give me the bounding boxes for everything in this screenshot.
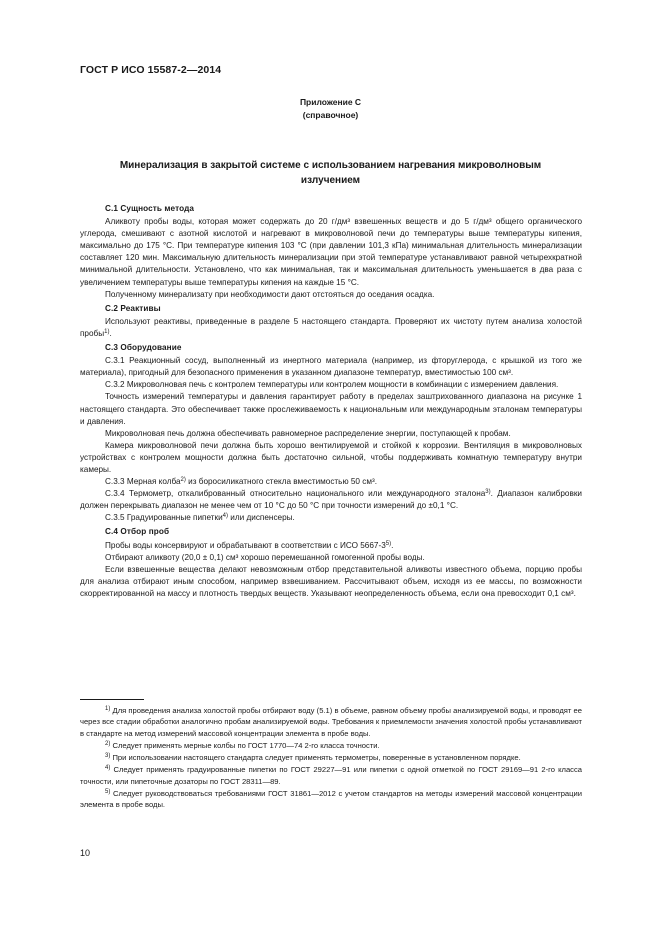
paragraph-c3-2: С.3.2 Микроволновая печь с контролем температуры или контролем мощности в комбинации с измерением давления. <box>105 380 559 390</box>
paragraph-c3-4: Микроволновая печь должна обеспечивать равномерное распределение энергии, поступающей к пробам. <box>105 428 511 438</box>
paragraph-c3-1: С.3.1 Реакционный сосуд, выполненный из инертного материала (например, из фторуглерода, с крышкой из того же материала), пригодный для безопасного применения в указанном диапазоне температур, вместимостью 100 см³. <box>80 356 582 378</box>
text-run: или диспенсеры. <box>228 513 295 523</box>
annex-status: (справочное) <box>302 110 359 120</box>
footnote-ref: 5) <box>385 540 392 547</box>
paragraph-c2-1 <box>80 316 582 340</box>
footnotes <box>80 705 582 812</box>
footnote-text: Следует применять градуированные пипетки по ГОСТ 29227—91 или пипетки с одной отметкой по ГОСТ 29169—91 2-го класса точности, или пипеточные дозаторы по ГОСТ 28311—89. <box>80 765 582 786</box>
text-run: из боросиликатного стекла вместимостью 50 см³. <box>185 477 377 487</box>
footnote-text: При использовании настоящего стандарта следует применять термометры, поверенные в установленном порядке. <box>112 753 521 763</box>
section-heading-c1: С.1 Сущность метода <box>105 204 195 213</box>
paragraph-c3-5: Камера микроволновой печи должна быть хорошо вентилируемой и стойкой к коррозии. Вентиляция в микроволновых устройствах с контролем мощности должна быть достаточно сильной, чтобы поддерживать комнатную температуру внутри камеры. <box>80 440 582 474</box>
text-run: С.3.3 Мерная колба <box>105 477 181 487</box>
text-run: . <box>109 328 112 338</box>
text-run: С.3.5 Градуированные пипетки <box>105 513 223 523</box>
footnote-ref: 2) <box>180 477 186 484</box>
section-heading-c2: С.2 Реактивы <box>105 303 161 313</box>
paragraph-c3-7 <box>80 488 582 512</box>
footnote <box>80 705 582 739</box>
footnote-text: Для проведения анализа холостой пробы отбирают воду (5.1) в объеме, равном объему пробы анализируемой воды, и проводят ее через все стадии обработки аналогично пробам анализируемой воды. Требования к приемлемости значения холостой пробы устанавливают в стандарте на метод измерений массовой концентрации элемента в пробе воды. <box>80 706 582 738</box>
text-run: С.3.4 Термометр, откалиброванный относительно национального или международного эталона <box>105 489 486 499</box>
text-run: Используют реактивы, приведенные в разделе 5 настоящего стандарта. Проверяют их чистоту путем анализа холостой пробы <box>80 316 582 338</box>
footnote-mark: 2) <box>105 740 111 747</box>
footnote <box>80 764 582 787</box>
paragraph-c4-3: Если взвешенные вещества делают невозможным отбор представительной аликвоты известного объема, порцию пробы для анализа отбирают иным способом, например взвешиванием. Рассчитывают объем, исходя из ее массы, по возможности скорректированной на массу и плотность твердых веществ. Указывают неопределенность объема, если она превосходит 0,1 см³. <box>80 564 582 598</box>
footnote-text: Следует руководствоваться требованиями ГОСТ 31861—2012 с учетом стандартов на методы измерений массовой концентрации элемента в пробе воды. <box>80 789 582 810</box>
footnote-text: Следует применять мерные колбы по ГОСТ 1770—74 2-го класса точности. <box>112 740 380 750</box>
paragraph-c4-2: Отбирают аликвоту (20,0 ± 0,1) см³ хорошо перемешанной гомогенной пробы воды. <box>105 552 425 562</box>
paragraph-c1-1: Аликвоту пробы воды, которая может содержать до 20 г/дм³ взвешенных веществ и до 5 г/дм³ общего органического углерода, смешивают с азотной кислотой и нагревают в микроволновой печи до температуры выше температуры кипения, максимально до 175 °С. При температуре кипения 103 °С (при давлении 101,3 кПа) минимальная длительность минерализации составляет 120 мин. Максимальную длительность минерализации при этой температуре устанавливают равной четырехкратной минимальной длительности. Установлено, что как минимальная, так и максимальная длительность уменьшается в два раза с увеличением температуры выше температуры кипения на каждые 15 °С. <box>80 217 582 287</box>
section-heading-c4: С.4 Отбор проб <box>105 527 170 537</box>
footnote-separator <box>80 699 144 700</box>
footnote <box>80 740 582 751</box>
paragraph-c3-6 <box>80 476 582 488</box>
section-heading-c3: С.3 Оборудование <box>105 343 182 353</box>
text-run: Пробы воды консервируют и обрабатывают в соответствии с ИСО 5667-3 <box>105 540 386 550</box>
text-run: . Диапазон калибровки должен перекрывать диапазон не менее чем от 10 °С до 50 °С при точности измерений до ±0,1 °С. <box>80 489 582 511</box>
footnote-mark: 1) <box>105 706 111 712</box>
paragraph-c3-8 <box>80 512 582 524</box>
text-run: . <box>391 540 394 550</box>
annex-body <box>80 201 582 600</box>
footnote-ref: 3) <box>485 489 491 496</box>
annex-title: Минерализация в закрытой системе с использованием нагревания микроволновым излучением <box>119 160 542 186</box>
footnote-ref: 1) <box>104 328 110 335</box>
annex-heading <box>80 96 581 122</box>
footnote-mark: 4) <box>105 765 111 772</box>
standard-header: ГОСТ Р ИСО 15587-2—2014 <box>80 64 222 76</box>
paragraph-c4-1 <box>80 540 582 552</box>
footnote-mark: 5) <box>105 789 111 796</box>
footnote <box>80 752 582 763</box>
footnote-mark: 3) <box>105 753 111 760</box>
footnote <box>80 788 582 811</box>
footnote-ref: 4) <box>222 513 229 520</box>
page-number: 10 <box>80 848 91 858</box>
paragraph-c3-3: Точность измерений температуры и давления гарантирует работу в пределах заштрихованного диапазона на рисунке 1 настоящего стандарта. Это обеспечивает также прослеживаемость к национальным или международным эталонам температуры и давления. <box>80 392 582 426</box>
annex-label: Приложение С <box>299 97 362 107</box>
paragraph-c1-2: Полученному минерализату при необходимости дают отстояться до оседания осадка. <box>105 289 435 299</box>
